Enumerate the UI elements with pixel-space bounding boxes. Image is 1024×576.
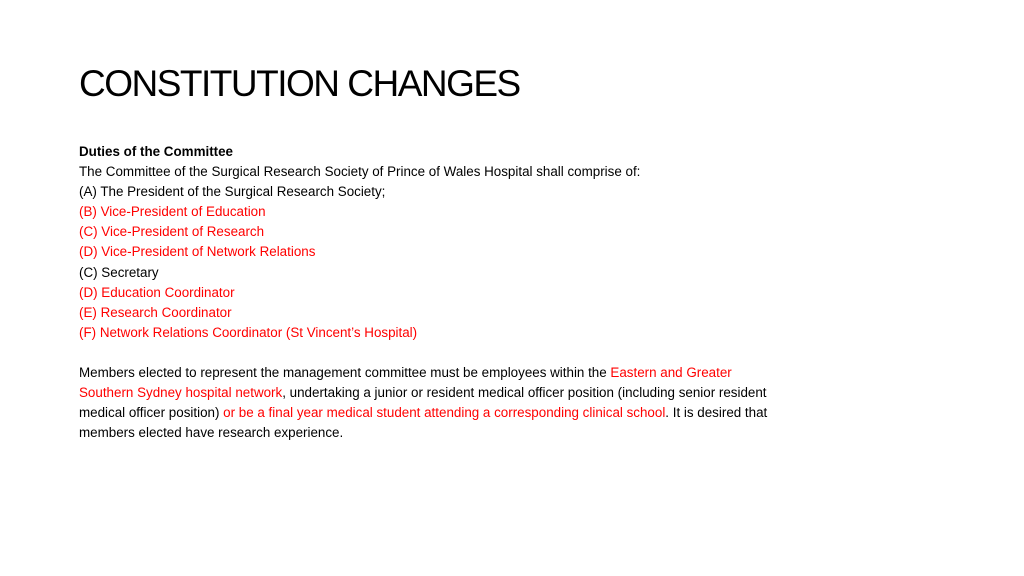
slide-content	[79, 142, 799, 443]
role-item-d-education-coordinator: (D) Education Coordinator	[79, 284, 235, 300]
role-item-a-president: (A) The President of the Surgical Research Society;	[79, 184, 386, 200]
role-item-b-vp-education: (B) Vice-President of Education	[79, 204, 266, 220]
role-item-e-research-coordinator: (E) Research Coordinator	[79, 304, 232, 320]
members-text-part-5: . It is desired that members elected have research experience.	[79, 405, 768, 441]
intro-text: The Committee of the Surgical Research Society of Prince of Wales Hospital shall comprise of:	[79, 164, 641, 180]
members-text-part-1: Members elected to represent the management committee must be employees within the	[79, 365, 611, 381]
members-text-part-3: , undertaking a junior or resident medical officer position (including senior resident medical officer position)	[79, 385, 767, 421]
role-item-c-vp-research: (C) Vice-President of Research	[79, 224, 265, 240]
role-item-c-secretary: (C) Secretary	[79, 264, 159, 280]
slide-title: CONSTITUTION CHANGES	[79, 63, 520, 104]
members-paragraph	[79, 363, 779, 443]
role-item-d-vp-network-relations: (D) Vice-President of Network Relations	[79, 244, 316, 260]
paragraph-spacer	[79, 343, 799, 363]
members-text-hospital-network: Eastern and Greater Southern Sydney hospital network	[79, 365, 732, 401]
section-heading: Duties of the Committee	[79, 144, 234, 159]
role-item-f-network-relations-coordinator: (F) Network Relations Coordinator (St Vincent’s Hospital)	[79, 324, 418, 340]
members-text-medical-student: or be a final year medical student attending a corresponding clinical school	[223, 405, 666, 421]
